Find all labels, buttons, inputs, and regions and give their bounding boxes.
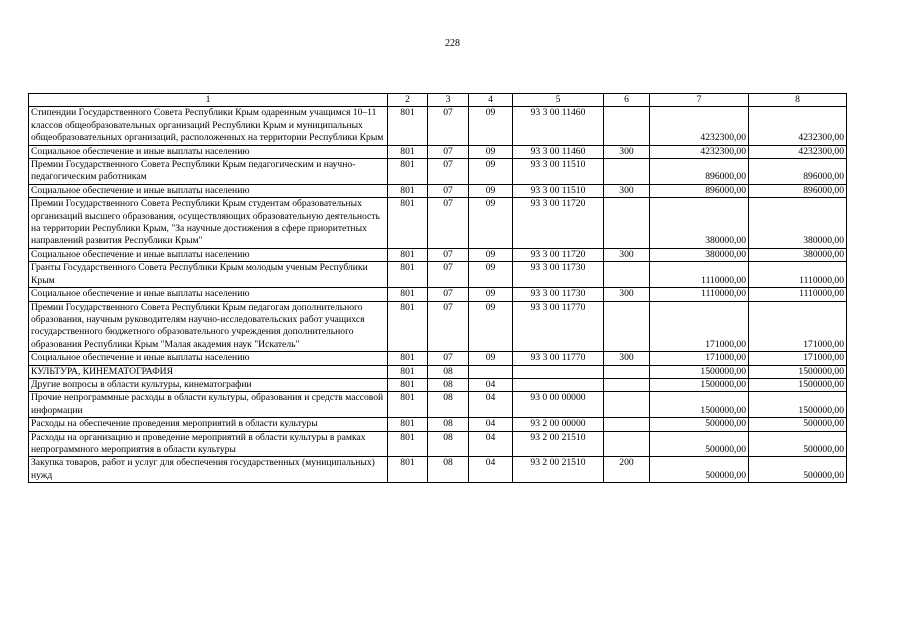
- admin-code-cell: 801: [388, 392, 428, 418]
- amount-cell: 171000,00: [749, 301, 847, 352]
- amount-cell: 1500000,00: [650, 365, 749, 378]
- table-row: [29, 301, 847, 352]
- admin-code-cell: 801: [388, 107, 428, 145]
- target-article-cell: 93 3 00 11770: [513, 352, 604, 365]
- expense-type-cell: [604, 378, 650, 391]
- subsection-code-cell: 04: [469, 418, 513, 431]
- row-name-cell: КУЛЬТУРА, КИНЕМАТОГРАФИЯ: [29, 365, 388, 378]
- admin-code-cell: 801: [388, 145, 428, 158]
- admin-code-cell: 801: [388, 378, 428, 391]
- table-row: [29, 378, 847, 391]
- amount-cell: 1110000,00: [749, 288, 847, 301]
- target-article-cell: [513, 378, 604, 391]
- expense-type-cell: 200: [604, 457, 650, 483]
- target-article-cell: 93 3 00 11510: [513, 184, 604, 197]
- expense-type-cell: [604, 301, 650, 352]
- section-code-cell: 08: [428, 378, 469, 391]
- amount-cell: 380000,00: [650, 198, 749, 249]
- amount-cell: 896000,00: [749, 184, 847, 197]
- row-name-cell: Премии Государственного Совета Республики Крым педагогическим и научно-педагогическим работникам: [29, 159, 388, 185]
- target-article-cell: 93 3 00 11460: [513, 145, 604, 158]
- table-row: [29, 145, 847, 158]
- subsection-code-cell: 09: [469, 301, 513, 352]
- target-article-cell: 93 3 00 11510: [513, 159, 604, 185]
- admin-code-cell: 801: [388, 198, 428, 249]
- row-name-cell: Другие вопросы в области культуры, кинематографии: [29, 378, 388, 391]
- section-code-cell: 08: [428, 365, 469, 378]
- table-row: [29, 159, 847, 185]
- row-name-cell: Премии Государственного Совета Республики Крым студентам образовательных организаций высшего образования, осуществляющих образовательную деятельность на территории Республики Крым, "За научные достижения в сфере приоритетных направлений развития Республики Крым": [29, 198, 388, 249]
- section-code-cell: 07: [428, 352, 469, 365]
- expense-type-cell: [604, 262, 650, 288]
- expense-type-cell: 300: [604, 352, 650, 365]
- expense-type-cell: [604, 107, 650, 145]
- table-row: [29, 184, 847, 197]
- section-code-cell: 08: [428, 431, 469, 457]
- section-code-cell: 07: [428, 262, 469, 288]
- row-name-cell: Премии Государственного Совета Республики Крым педагогам дополнительного образования, научным руководителям научно-исследовательских работ учащихся государственного бюджетного образовательного учреждения дополнительного образования Республики Крым "Малая академия наук "Искатель": [29, 301, 388, 352]
- table-row: [29, 198, 847, 249]
- table-row: [29, 288, 847, 301]
- table-header-row: [29, 94, 847, 107]
- amount-cell: 1110000,00: [749, 262, 847, 288]
- subsection-code-cell: 04: [469, 431, 513, 457]
- expense-type-cell: [604, 159, 650, 185]
- amount-cell: 1110000,00: [650, 288, 749, 301]
- amount-cell: 500000,00: [650, 457, 749, 483]
- admin-code-cell: 801: [388, 301, 428, 352]
- table-row: [29, 365, 847, 378]
- expense-type-cell: [604, 365, 650, 378]
- amount-cell: 171000,00: [650, 352, 749, 365]
- expense-type-cell: 300: [604, 248, 650, 261]
- amount-cell: 500000,00: [749, 418, 847, 431]
- section-code-cell: 07: [428, 159, 469, 185]
- amount-cell: 1500000,00: [749, 378, 847, 391]
- admin-code-cell: 801: [388, 159, 428, 185]
- amount-cell: 380000,00: [650, 248, 749, 261]
- amount-cell: 4232300,00: [650, 145, 749, 158]
- section-code-cell: 07: [428, 301, 469, 352]
- target-article-cell: 93 0 00 00000: [513, 392, 604, 418]
- amount-cell: 500000,00: [749, 457, 847, 483]
- admin-code-cell: 801: [388, 262, 428, 288]
- target-article-cell: 93 2 00 21510: [513, 431, 604, 457]
- expense-type-cell: 300: [604, 288, 650, 301]
- table-row: [29, 248, 847, 261]
- admin-code-cell: 801: [388, 365, 428, 378]
- amount-cell: 380000,00: [749, 198, 847, 249]
- header-cell: 8: [749, 94, 847, 107]
- row-name-cell: Социальное обеспечение и иные выплаты населению: [29, 248, 388, 261]
- header-cell: 2: [388, 94, 428, 107]
- amount-cell: 171000,00: [749, 352, 847, 365]
- subsection-code-cell: 04: [469, 378, 513, 391]
- amount-cell: 1110000,00: [650, 262, 749, 288]
- subsection-code-cell: 09: [469, 262, 513, 288]
- table-row: [29, 352, 847, 365]
- section-code-cell: 07: [428, 248, 469, 261]
- section-code-cell: 07: [428, 198, 469, 249]
- section-code-cell: 08: [428, 418, 469, 431]
- row-name-cell: Прочие непрограммные расходы в области культуры, образования и средств массовой информации: [29, 392, 388, 418]
- amount-cell: 1500000,00: [650, 392, 749, 418]
- expense-type-cell: 300: [604, 145, 650, 158]
- amount-cell: 4232300,00: [749, 145, 847, 158]
- target-article-cell: 93 2 00 00000: [513, 418, 604, 431]
- expense-type-cell: [604, 198, 650, 249]
- target-article-cell: [513, 365, 604, 378]
- header-cell: 7: [650, 94, 749, 107]
- target-article-cell: 93 2 00 21510: [513, 457, 604, 483]
- table-row: [29, 262, 847, 288]
- target-article-cell: 93 3 00 11460: [513, 107, 604, 145]
- section-code-cell: 07: [428, 107, 469, 145]
- header-cell: 3: [428, 94, 469, 107]
- target-article-cell: 93 3 00 11730: [513, 288, 604, 301]
- subsection-code-cell: 09: [469, 288, 513, 301]
- row-name-cell: Стипендии Государственного Совета Республики Крым одаренным учащимся 10–11 классов общеобразовательных организаций Республики Крым и муниципальных общеобразовательных организаций, расположенных на территории Республики Крым: [29, 107, 388, 145]
- budget-table: [28, 93, 847, 483]
- subsection-code-cell: 09: [469, 184, 513, 197]
- section-code-cell: 07: [428, 288, 469, 301]
- header-cell: 6: [604, 94, 650, 107]
- row-name-cell: Социальное обеспечение и иные выплаты населению: [29, 145, 388, 158]
- row-name-cell: Социальное обеспечение и иные выплаты населению: [29, 352, 388, 365]
- admin-code-cell: 801: [388, 352, 428, 365]
- expense-type-cell: [604, 418, 650, 431]
- admin-code-cell: 801: [388, 457, 428, 483]
- table-row: [29, 431, 847, 457]
- admin-code-cell: 801: [388, 184, 428, 197]
- subsection-code-cell: [469, 365, 513, 378]
- amount-cell: 1500000,00: [749, 365, 847, 378]
- amount-cell: 4232300,00: [650, 107, 749, 145]
- subsection-code-cell: 09: [469, 107, 513, 145]
- admin-code-cell: 801: [388, 418, 428, 431]
- target-article-cell: 93 3 00 11720: [513, 198, 604, 249]
- amount-cell: 896000,00: [749, 159, 847, 185]
- amount-cell: 500000,00: [650, 431, 749, 457]
- row-name-cell: Социальное обеспечение и иные выплаты населению: [29, 184, 388, 197]
- amount-cell: 4232300,00: [749, 107, 847, 145]
- amount-cell: 500000,00: [650, 418, 749, 431]
- amount-cell: 500000,00: [749, 431, 847, 457]
- subsection-code-cell: 09: [469, 198, 513, 249]
- admin-code-cell: 801: [388, 288, 428, 301]
- section-code-cell: 07: [428, 184, 469, 197]
- header-cell: 1: [29, 94, 388, 107]
- row-name-cell: Расходы на организацию и проведение мероприятий в области культуры в рамках непрограммного мероприятия в области культуры: [29, 431, 388, 457]
- subsection-code-cell: 04: [469, 457, 513, 483]
- row-name-cell: Закупка товаров, работ и услуг для обеспечения государственных (муниципальных) нужд: [29, 457, 388, 483]
- row-name-cell: Расходы на обеспечение проведения мероприятий в области культуры: [29, 418, 388, 431]
- amount-cell: 171000,00: [650, 301, 749, 352]
- target-article-cell: 93 3 00 11720: [513, 248, 604, 261]
- amount-cell: 1500000,00: [749, 392, 847, 418]
- row-name-cell: Социальное обеспечение и иные выплаты населению: [29, 288, 388, 301]
- section-code-cell: 08: [428, 392, 469, 418]
- header-cell: 4: [469, 94, 513, 107]
- table-row: [29, 418, 847, 431]
- subsection-code-cell: 09: [469, 352, 513, 365]
- header-cell: 5: [513, 94, 604, 107]
- admin-code-cell: 801: [388, 248, 428, 261]
- target-article-cell: 93 3 00 11770: [513, 301, 604, 352]
- target-article-cell: 93 3 00 11730: [513, 262, 604, 288]
- page-number: 228: [445, 38, 460, 49]
- amount-cell: 896000,00: [650, 159, 749, 185]
- table-row: [29, 107, 847, 145]
- row-name-cell: Гранты Государственного Совета Республики Крым молодым ученым Республики Крым: [29, 262, 388, 288]
- section-code-cell: 07: [428, 145, 469, 158]
- section-code-cell: 08: [428, 457, 469, 483]
- expense-type-cell: [604, 431, 650, 457]
- subsection-code-cell: 09: [469, 145, 513, 158]
- subsection-code-cell: 09: [469, 159, 513, 185]
- amount-cell: 896000,00: [650, 184, 749, 197]
- table-row: [29, 392, 847, 418]
- amount-cell: 1500000,00: [650, 378, 749, 391]
- subsection-code-cell: 04: [469, 392, 513, 418]
- expense-type-cell: [604, 392, 650, 418]
- subsection-code-cell: 09: [469, 248, 513, 261]
- amount-cell: 380000,00: [749, 248, 847, 261]
- expense-type-cell: 300: [604, 184, 650, 197]
- table-row: [29, 457, 847, 483]
- admin-code-cell: 801: [388, 431, 428, 457]
